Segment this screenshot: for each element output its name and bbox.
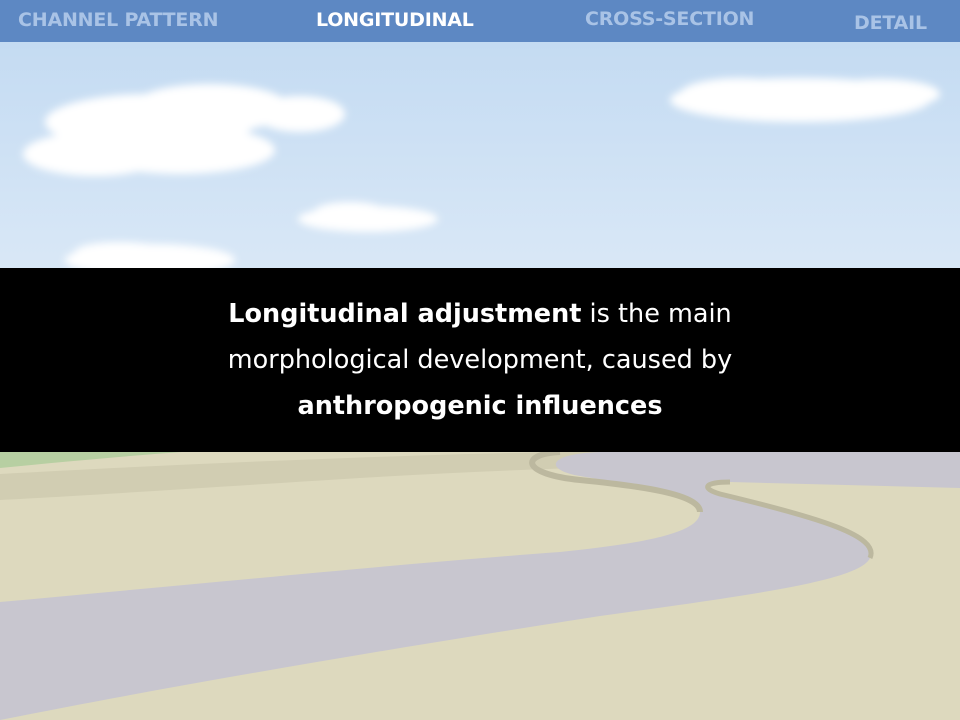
statement-text <box>160 291 800 429</box>
tab-channel-pattern[interactable]: CHANNEL PATTERN <box>18 9 219 31</box>
statement-banner <box>0 268 960 452</box>
statement-body: is the main morphological development, caused by <box>227 299 733 375</box>
statement-bold-topic: Longitudinal adjustment <box>228 299 582 329</box>
tab-detail[interactable]: DETAIL <box>854 12 927 34</box>
section-tab-bar <box>0 0 960 42</box>
statement-bold-cause: anthropogenic influences <box>297 391 663 421</box>
tab-longitudinal[interactable]: LONGITUDINAL <box>316 9 474 31</box>
tab-cross-section[interactable]: CROSS-SECTION <box>585 8 755 30</box>
